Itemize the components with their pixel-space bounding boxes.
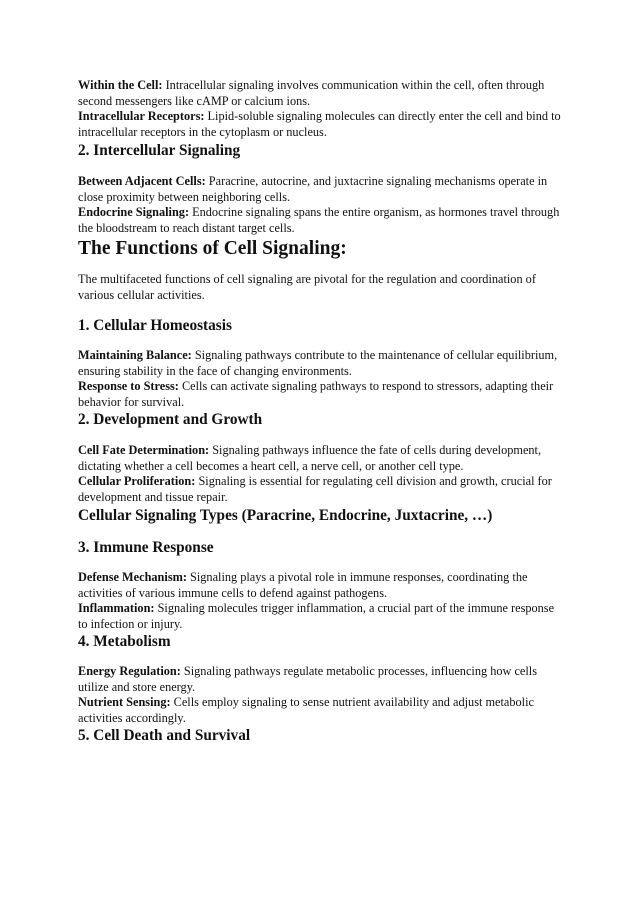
heading-metabolism: 4. Metabolism <box>78 633 171 650</box>
paragraph-text: The multifaceted functions of cell signaling are pivotal for the regulation and coordination of various cellular activities. <box>78 272 536 302</box>
paragraph-text: Signaling pathways influence the fate of cells during development, dictating whether a cell becomes a heart cell, a nerve cell, or another cell type. <box>78 443 542 473</box>
term-label: Within the Cell: <box>78 78 163 92</box>
heading-immune-response: 3. Immune Response <box>78 539 214 556</box>
paragraph-cellular-proliferation <box>78 474 566 505</box>
term-label: Energy Regulation: <box>78 664 181 678</box>
paragraph-maintaining-balance <box>78 348 566 379</box>
term-label: Cellular Proliferation: <box>78 474 196 488</box>
paragraph-text: Signaling molecules trigger inflammation, a crucial part of the immune response to infection or injury. <box>78 601 555 631</box>
paragraph-text: Endocrine signaling spans the entire organism, as hormones travel through the bloodstream to reach distant target cells. <box>78 205 560 235</box>
term-label: Defense Mechanism: <box>78 570 187 584</box>
link-cellular-signaling-types[interactable]: Cellular Signaling Types (Paracrine, Endocrine, Juxtacrine, …) <box>78 507 493 524</box>
heading-development-and-growth: 2. Development and Growth <box>78 411 263 428</box>
paragraph-intracellular-receptors <box>78 109 566 140</box>
paragraph-text: Signaling pathways contribute to the maintenance of cellular equilibrium, ensuring stability in the face of changing environments. <box>78 348 558 378</box>
term-label: Maintaining Balance: <box>78 348 192 362</box>
paragraph-text: Cells employ signaling to sense nutrient availability and adjust metabolic activities accordingly. <box>78 695 534 725</box>
paragraph-defense-mechanism <box>78 570 566 601</box>
paragraph-endocrine-signaling <box>78 205 566 236</box>
heading-functions-of-cell-signaling: The Functions of Cell Signaling: <box>78 238 347 259</box>
term-label: Between Adjacent Cells: <box>78 174 206 188</box>
term-label: Endocrine Signaling: <box>78 205 190 219</box>
paragraph-within-the-cell <box>78 78 566 109</box>
paragraph-energy-regulation <box>78 664 566 695</box>
heading-cellular-homeostasis: 1. Cellular Homeostasis <box>78 317 232 334</box>
term-label: Cell Fate Determination: <box>78 443 210 457</box>
term-label: Inflammation: <box>78 601 155 615</box>
paragraph-text: Signaling pathways regulate metabolic processes, influencing how cells utilize and store energy. <box>78 664 537 694</box>
paragraph-inflammation <box>78 601 566 632</box>
document-page <box>78 78 566 746</box>
paragraph-intro <box>78 272 566 303</box>
paragraph-text: Intracellular signaling involves communication within the cell, often through second messengers like cAMP or calcium ions. <box>78 78 545 108</box>
paragraph-text: Lipid-soluble signaling molecules can directly enter the cell and bind to intracellular receptors in the cytoplasm or nucleus. <box>78 109 561 139</box>
paragraph-between-adjacent-cells <box>78 174 566 205</box>
paragraph-cell-fate-determination <box>78 443 566 474</box>
paragraph-response-to-stress <box>78 379 566 410</box>
paragraph-text: Signaling is essential for regulating cell division and growth, crucial for development and tissue repair. <box>78 474 552 504</box>
paragraph-text: Paracrine, autocrine, and juxtacrine signaling mechanisms operate in close proximity between neighboring cells. <box>78 174 548 204</box>
paragraph-text: Signaling plays a pivotal role in immune responses, coordinating the activities of various immune cells to defend against pathogens. <box>78 570 528 600</box>
paragraph-text: Cells can activate signaling pathways to respond to stressors, adapting their behavior for survival. <box>78 379 554 409</box>
heading-intercellular-signaling: 2. Intercellular Signaling <box>78 142 241 159</box>
heading-cell-death-and-survival: 5. Cell Death and Survival <box>78 727 251 744</box>
term-label: Nutrient Sensing: <box>78 695 171 709</box>
paragraph-nutrient-sensing <box>78 695 566 726</box>
term-label: Intracellular Receptors: <box>78 109 205 123</box>
term-label: Response to Stress: <box>78 379 179 393</box>
